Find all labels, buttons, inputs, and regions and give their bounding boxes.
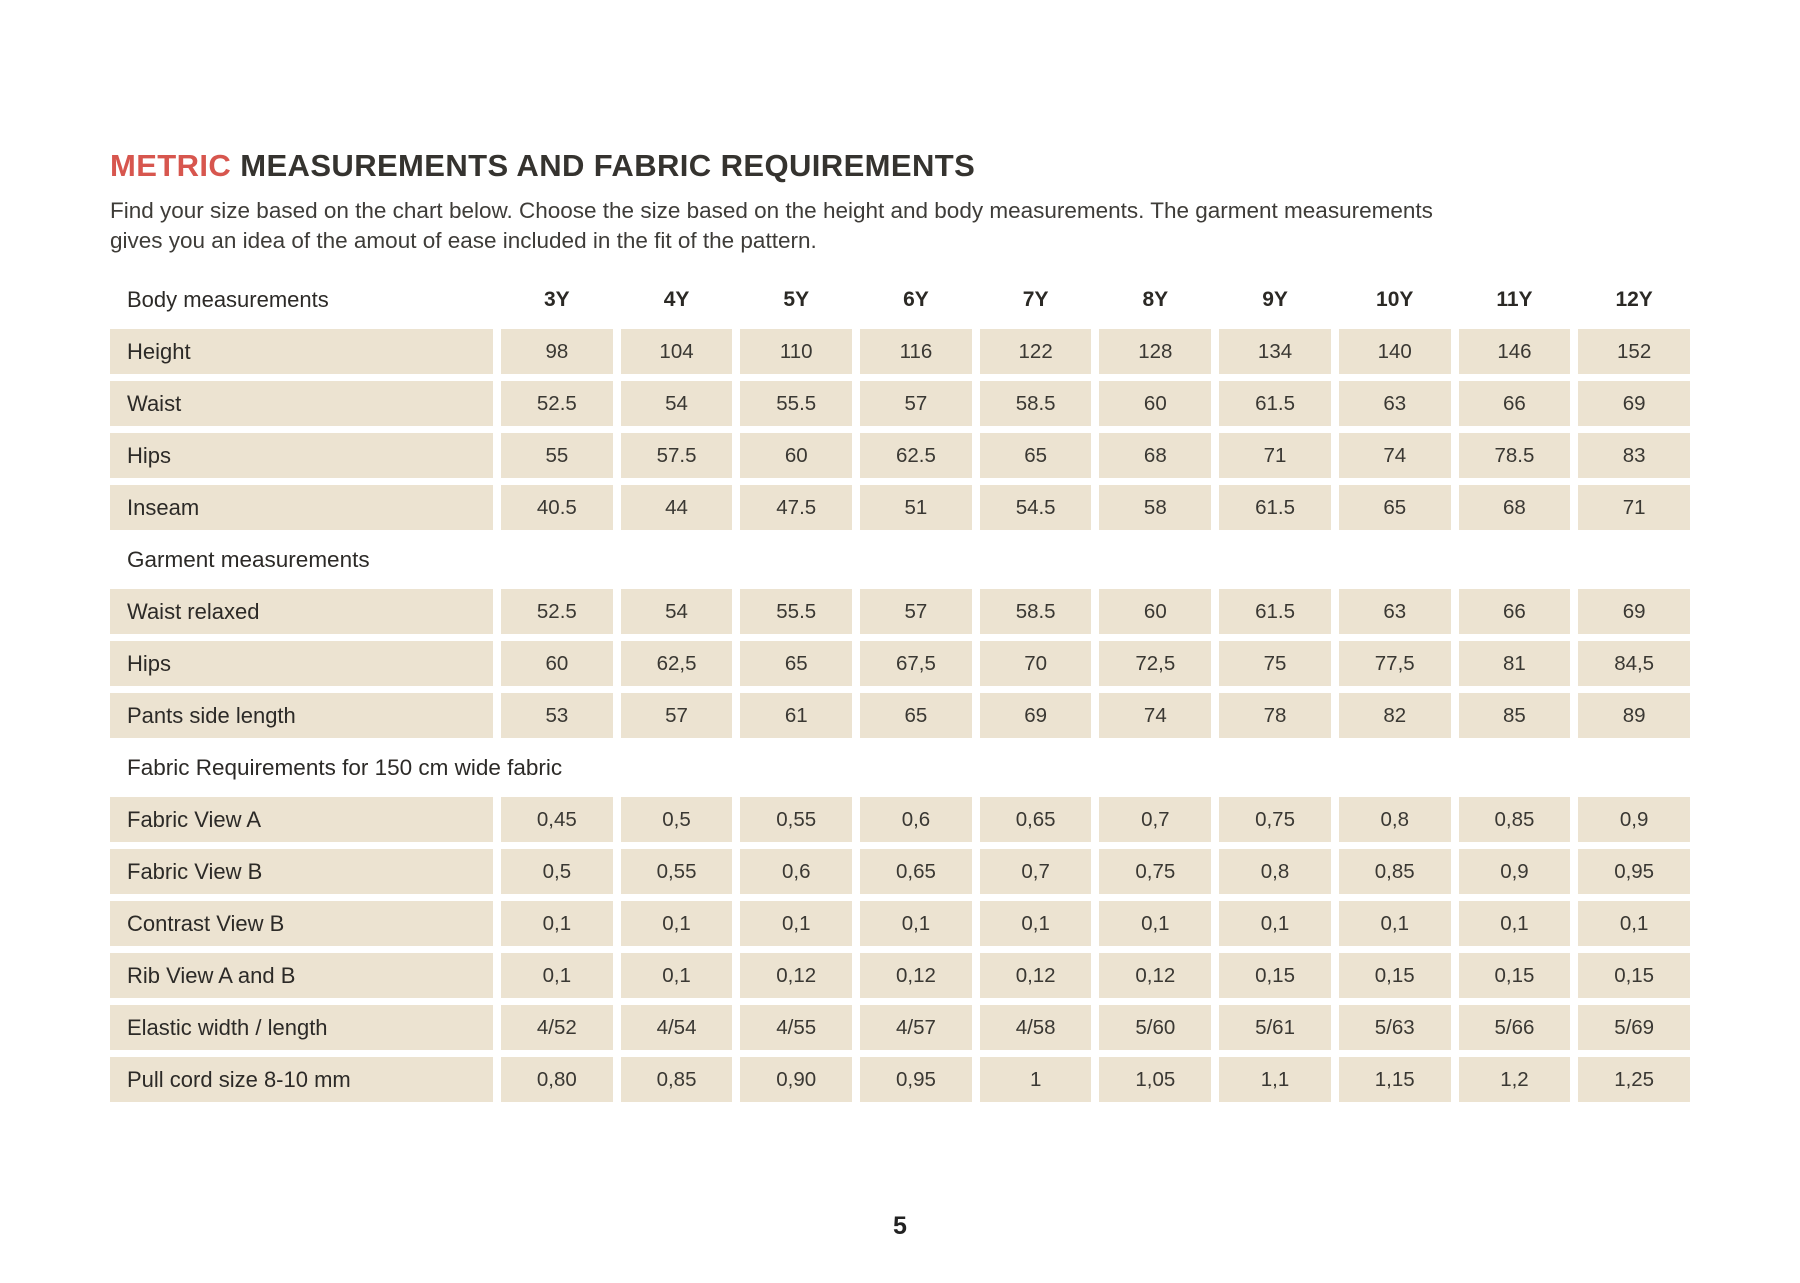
value-cell: 0,12 xyxy=(740,953,852,998)
value-cell: 69 xyxy=(1578,381,1690,426)
intro-line-1: Find your size based on the chart below. Choose the size based on the height and body measurements. The garment measurements xyxy=(110,198,1433,223)
value-cell: 57 xyxy=(860,589,972,634)
value-cell: 0,12 xyxy=(860,953,972,998)
value-cell: 58.5 xyxy=(980,381,1092,426)
value-cell: 68 xyxy=(1099,433,1211,478)
value-cell: 4/52 xyxy=(501,1005,613,1050)
value-cell: 57 xyxy=(621,693,733,738)
value-cell: 60 xyxy=(501,641,613,686)
value-cell: 4/58 xyxy=(980,1005,1092,1050)
size-header: 9Y xyxy=(1262,287,1288,311)
size-header: 11Y xyxy=(1496,287,1533,311)
value-cell: 0,1 xyxy=(1578,901,1690,946)
intro-text xyxy=(110,196,1690,256)
value-cell: 0,75 xyxy=(1219,797,1331,842)
table-row xyxy=(110,589,1690,634)
value-cell: 0,1 xyxy=(621,953,733,998)
value-cell: 58 xyxy=(1099,485,1211,530)
value-cell: 83 xyxy=(1578,433,1690,478)
value-cell: 5/60 xyxy=(1099,1005,1211,1050)
value-cell: 0,15 xyxy=(1219,953,1331,998)
value-cell: 89 xyxy=(1578,693,1690,738)
value-cell: 146 xyxy=(1459,329,1571,374)
table-row xyxy=(110,641,1690,686)
row-label: Rib View A and B xyxy=(110,953,493,998)
page-number: 5 xyxy=(893,1212,907,1240)
value-cell: 0,85 xyxy=(1339,849,1451,894)
value-cell: 0,7 xyxy=(980,849,1092,894)
value-cell: 5/66 xyxy=(1459,1005,1571,1050)
value-cell: 0,85 xyxy=(621,1057,733,1102)
value-cell: 0,12 xyxy=(1099,953,1211,998)
value-cell: 74 xyxy=(1339,433,1451,478)
value-cell: 0,45 xyxy=(501,797,613,842)
size-chart-table xyxy=(110,277,1690,1102)
value-cell: 0,95 xyxy=(860,1057,972,1102)
value-cell: 84,5 xyxy=(1578,641,1690,686)
table-row xyxy=(110,433,1690,478)
value-cell: 0,55 xyxy=(740,797,852,842)
value-cell: 75 xyxy=(1219,641,1331,686)
value-cell: 116 xyxy=(860,329,972,374)
table-row xyxy=(110,797,1690,842)
value-cell: 65 xyxy=(1339,485,1451,530)
value-cell: 71 xyxy=(1578,485,1690,530)
value-cell: 128 xyxy=(1099,329,1211,374)
value-cell: 0,15 xyxy=(1578,953,1690,998)
title-highlight: METRIC xyxy=(110,148,232,183)
value-cell: 0,1 xyxy=(1339,901,1451,946)
value-cell: 77,5 xyxy=(1339,641,1451,686)
value-cell: 1,15 xyxy=(1339,1057,1451,1102)
document-page xyxy=(110,0,1690,1240)
value-cell: 5/61 xyxy=(1219,1005,1331,1050)
value-cell: 5/63 xyxy=(1339,1005,1451,1050)
value-cell: 78.5 xyxy=(1459,433,1571,478)
value-cell: 122 xyxy=(980,329,1092,374)
value-cell: 63 xyxy=(1339,589,1451,634)
value-cell: 65 xyxy=(980,433,1092,478)
value-cell: 0,6 xyxy=(740,849,852,894)
value-cell: 67,5 xyxy=(860,641,972,686)
value-cell: 0,1 xyxy=(980,901,1092,946)
size-header: 3Y xyxy=(544,287,570,311)
value-cell: 51 xyxy=(860,485,972,530)
value-cell: 57 xyxy=(860,381,972,426)
section-heading: Garment measurements xyxy=(127,546,370,572)
value-cell: 1 xyxy=(980,1057,1092,1102)
value-cell: 0,8 xyxy=(1219,849,1331,894)
size-header: 8Y xyxy=(1142,287,1169,311)
table-row xyxy=(110,849,1690,894)
value-cell: 0,85 xyxy=(1459,797,1571,842)
table-row xyxy=(110,1057,1690,1102)
value-cell: 71 xyxy=(1219,433,1331,478)
value-cell: 0,7 xyxy=(1099,797,1211,842)
value-cell: 55 xyxy=(501,433,613,478)
value-cell: 54.5 xyxy=(980,485,1092,530)
value-cell: 82 xyxy=(1339,693,1451,738)
row-label: Hips xyxy=(110,433,493,478)
value-cell: 0,1 xyxy=(740,901,852,946)
value-cell: 66 xyxy=(1459,589,1571,634)
value-cell: 54 xyxy=(621,381,733,426)
value-cell: 0,15 xyxy=(1459,953,1571,998)
value-cell: 63 xyxy=(1339,381,1451,426)
page-title xyxy=(110,148,1690,184)
row-label: Inseam xyxy=(110,485,493,530)
value-cell: 52.5 xyxy=(501,381,613,426)
size-header: 12Y xyxy=(1615,287,1653,311)
value-cell: 0,9 xyxy=(1578,797,1690,842)
value-cell: 0,1 xyxy=(1459,901,1571,946)
value-cell: 0,55 xyxy=(621,849,733,894)
value-cell: 60 xyxy=(740,433,852,478)
value-cell: 0,1 xyxy=(501,901,613,946)
value-cell: 65 xyxy=(860,693,972,738)
size-header: 10Y xyxy=(1376,287,1414,311)
row-label: Pull cord size 8-10 mm xyxy=(110,1057,493,1102)
title-rest: MEASUREMENTS AND FABRIC REQUIREMENTS xyxy=(231,148,976,183)
value-cell: 0,1 xyxy=(860,901,972,946)
value-cell: 4/54 xyxy=(621,1005,733,1050)
value-cell: 104 xyxy=(621,329,733,374)
value-cell: 69 xyxy=(980,693,1092,738)
table-row xyxy=(110,901,1690,946)
value-cell: 140 xyxy=(1339,329,1451,374)
value-cell: 0,12 xyxy=(980,953,1092,998)
row-label: Fabric View A xyxy=(110,797,493,842)
value-cell: 134 xyxy=(1219,329,1331,374)
row-label: Fabric View B xyxy=(110,849,493,894)
value-cell: 40.5 xyxy=(501,485,613,530)
value-cell: 72,5 xyxy=(1099,641,1211,686)
table-header-row xyxy=(110,277,1690,322)
value-cell: 0,1 xyxy=(1219,901,1331,946)
value-cell: 0,95 xyxy=(1578,849,1690,894)
value-cell: 68 xyxy=(1459,485,1571,530)
table-row xyxy=(110,953,1690,998)
table-row xyxy=(110,485,1690,530)
value-cell: 69 xyxy=(1578,589,1690,634)
value-cell: 0,1 xyxy=(1099,901,1211,946)
value-cell: 61.5 xyxy=(1219,589,1331,634)
value-cell: 0,65 xyxy=(980,797,1092,842)
value-cell: 60 xyxy=(1099,381,1211,426)
size-header: 7Y xyxy=(1022,287,1049,311)
value-cell: 70 xyxy=(980,641,1092,686)
value-cell: 4/57 xyxy=(860,1005,972,1050)
row-label: Pants side length xyxy=(110,693,493,738)
section-header-row xyxy=(110,745,1690,790)
value-cell: 0,1 xyxy=(501,953,613,998)
value-cell: 0,65 xyxy=(860,849,972,894)
value-cell: 0,75 xyxy=(1099,849,1211,894)
value-cell: 5/69 xyxy=(1578,1005,1690,1050)
value-cell: 1,2 xyxy=(1459,1057,1571,1102)
value-cell: 54 xyxy=(621,589,733,634)
value-cell: 81 xyxy=(1459,641,1571,686)
value-cell: 4/55 xyxy=(740,1005,852,1050)
value-cell: 1,05 xyxy=(1099,1057,1211,1102)
value-cell: 0,1 xyxy=(621,901,733,946)
value-cell: 0,90 xyxy=(740,1057,852,1102)
value-cell: 0,9 xyxy=(1459,849,1571,894)
value-cell: 62.5 xyxy=(860,433,972,478)
value-cell: 78 xyxy=(1219,693,1331,738)
size-header: 4Y xyxy=(663,287,690,311)
size-header: 5Y xyxy=(783,287,810,311)
value-cell: 0,5 xyxy=(621,797,733,842)
value-cell: 110 xyxy=(740,329,852,374)
value-cell: 65 xyxy=(740,641,852,686)
value-cell: 61.5 xyxy=(1219,485,1331,530)
row-label: Height xyxy=(110,329,493,374)
value-cell: 0,8 xyxy=(1339,797,1451,842)
value-cell: 0,6 xyxy=(860,797,972,842)
value-cell: 60 xyxy=(1099,589,1211,634)
table-row xyxy=(110,329,1690,374)
value-cell: 55.5 xyxy=(740,381,852,426)
value-cell: 44 xyxy=(621,485,733,530)
value-cell: 0,5 xyxy=(501,849,613,894)
value-cell: 66 xyxy=(1459,381,1571,426)
table-row xyxy=(110,1005,1690,1050)
value-cell: 74 xyxy=(1099,693,1211,738)
table-row xyxy=(110,381,1690,426)
section-header-row xyxy=(110,537,1690,582)
value-cell: 0,15 xyxy=(1339,953,1451,998)
value-cell: 1,1 xyxy=(1219,1057,1331,1102)
size-header: 6Y xyxy=(903,287,929,311)
value-cell: 61.5 xyxy=(1219,381,1331,426)
column-header: Body measurements xyxy=(127,286,329,312)
value-cell: 61 xyxy=(740,693,852,738)
section-heading: Fabric Requirements for 150 cm wide fabric xyxy=(127,754,563,780)
intro-line-2: gives you an idea of the amout of ease included in the fit of the pattern. xyxy=(110,228,817,253)
row-label: Elastic width / length xyxy=(110,1005,493,1050)
value-cell: 57.5 xyxy=(621,433,733,478)
row-label: Contrast View B xyxy=(110,901,493,946)
value-cell: 62,5 xyxy=(621,641,733,686)
value-cell: 52.5 xyxy=(501,589,613,634)
value-cell: 152 xyxy=(1578,329,1690,374)
value-cell: 0,80 xyxy=(501,1057,613,1102)
row-label: Waist relaxed xyxy=(110,589,493,634)
value-cell: 98 xyxy=(501,329,613,374)
value-cell: 58.5 xyxy=(980,589,1092,634)
value-cell: 55.5 xyxy=(740,589,852,634)
value-cell: 47.5 xyxy=(740,485,852,530)
value-cell: 53 xyxy=(501,693,613,738)
row-label: Waist xyxy=(110,381,493,426)
value-cell: 1,25 xyxy=(1578,1057,1690,1102)
value-cell: 85 xyxy=(1459,693,1571,738)
table-row xyxy=(110,693,1690,738)
row-label: Hips xyxy=(110,641,493,686)
